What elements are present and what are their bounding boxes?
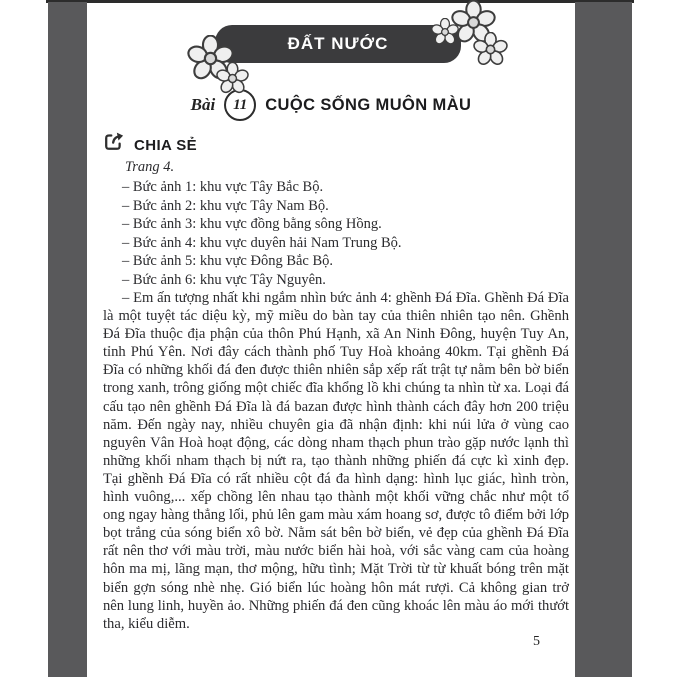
chapter-banner [215,25,461,63]
list-item: – Bức ảnh 3: khu vực đồng bằng sông Hồng. [122,216,382,233]
lesson-heading [87,89,575,121]
right-margin-band [575,2,632,677]
list-item: – Bức ảnh 4: khu vực duyên hải Nam Trung Bộ. [122,234,402,251]
share-section-title: CHIA SẺ [134,137,198,154]
page-reference: Trang 4. [125,159,175,175]
photo-answer-list [122,178,562,290]
flower-icon [216,62,249,95]
answer-paragraph: – Em ấn tượng nhất khi ngắm nhìn bức ảnh 4: ghềnh Đá Đĩa. Ghềnh Đá Đĩa là một tuyệt tác diệu kỳ, mỹ miều do bàn tay của thiên nhiên tạo nên. Ghềnh Đá Đĩa thuộc địa phận của thôn Phú Hạnh, xã An Ninh Đông, huyện Tuy An, tỉnh Phú Yên. Nơi đây cách thành phố Tuy Hoà khoảng 40km. Tại ghềnh Đá Đĩa có những khối đá đen được thiên nhiên sắp xếp rất trật tự nằm bên bờ biển trong xanh, trông giống một chiếc đĩa khổng lồ khi chúng ta nhìn từ xa. Loại đá cấu tạo nên ghềnh Đá Đĩa là đá bazan được hình thành cách đây hơn 200 triệu năm. Đến ngày nay, nhiều chuyên gia đã nhận định: khi núi lửa ở vùng cao nguyên Vân Hoà hoạt động, các dòng nham thạch phun trào gặp nước lạnh thì những khối nham thạch bị nứt ra, tạo thành những phiến đá cực kì xinh đẹp. Tại ghềnh Đá Đĩa có rất nhiều cột đá đa hình dạng: hình lục giác, hình tròn, hình vuông,... xếp chồng lên nhau tạo thành một khối vững chắc như một tổ ong ngay hàng thẳng lối, phủ lên gam màu xám hoang sơ, được tô điểm bởi lớp bọt trắng của sóng biển xô bờ. Nằm sát bên bờ biển, vẻ đẹp của ghềnh Đá Đĩa rất nên thơ với màu trời, màu nước biển hài hoà, với sắc vàng cam của hoàng hôn ma mị, lãng mạn, thơ mộng, hữu tình; Mặt Trời từ từ khuất bóng trên mặt biển gợn sóng nhè nhẹ. Gió biển lúc hoàng hôn mát rượi. Cả không gian trở nên lung linh, huyền ảo. Những phiến đá đen cũng khoác lên màu áo mới thướt tha, kiểu diễm. [103,290,569,632]
list-item: – Bức ảnh 1: khu vực Tây Bắc Bộ. [122,179,324,195]
document-page [87,3,575,679]
chapter-title: ĐẤT NƯỚC [287,34,389,53]
share-icon [101,129,127,155]
share-section-heading [101,129,197,155]
flower-icon [473,32,508,67]
left-margin-band [48,2,87,677]
list-item: – Bức ảnh 5: khu vực Đông Bắc Bộ. [122,253,334,270]
page-number: 5 [533,634,540,649]
lesson-label: Bài [190,95,216,114]
lesson-number: 11 [233,96,248,113]
list-item: – Bức ảnh 2: khu vực Tây Nam Bộ. [122,197,329,214]
lesson-title: CUỘC SỐNG MUÔN MÀU [265,95,472,114]
list-item: – Bức ảnh 6: khu vực Tây Nguyên. [122,271,326,288]
